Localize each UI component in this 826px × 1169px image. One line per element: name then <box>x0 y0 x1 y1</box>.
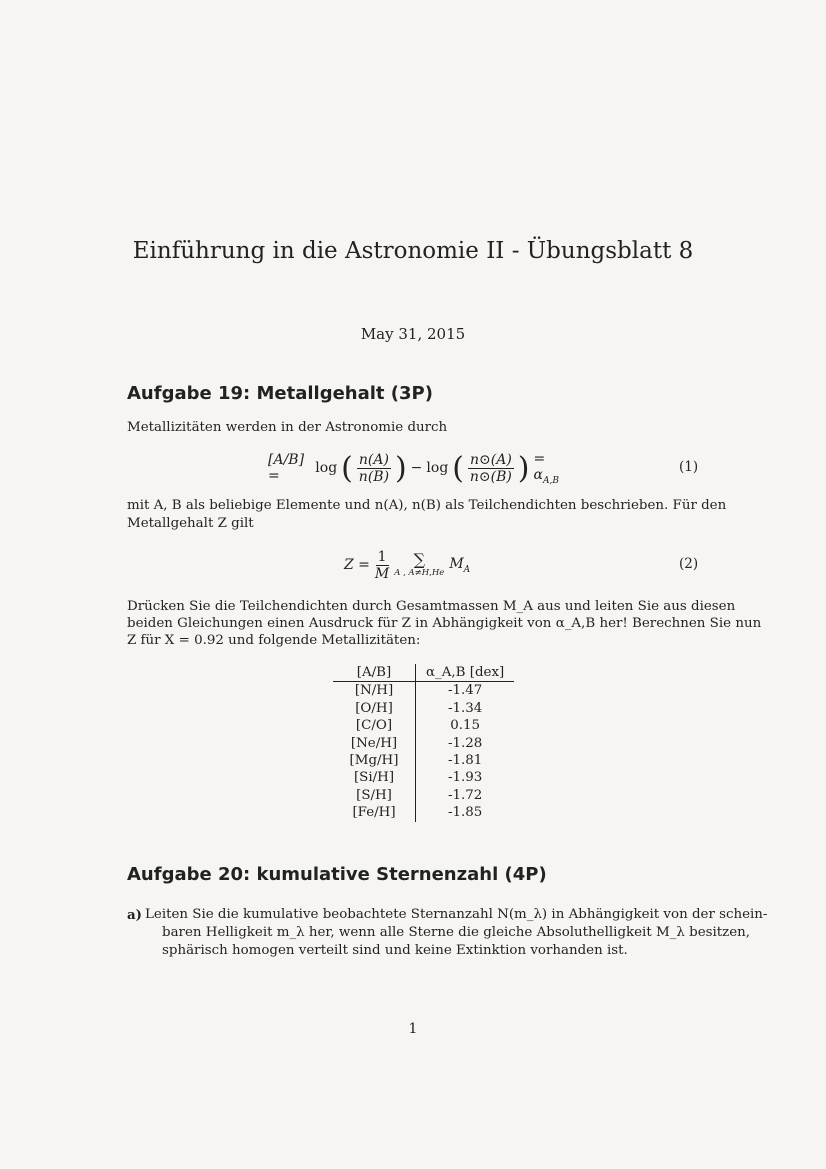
eq1-lhs: [A/B] = <box>268 452 305 484</box>
table-row <box>333 717 514 734</box>
eq1-fraction-2 <box>468 452 514 485</box>
table-header-cell: α_A,B [dex] <box>416 664 515 682</box>
table-cell: -1.72 <box>447 787 483 803</box>
eq2-lhs: Z = <box>344 557 370 573</box>
table-cell: [Ne/H] <box>333 735 416 752</box>
table-cell: [Fe/H] <box>333 804 416 821</box>
eq2-num: 1 <box>377 548 387 565</box>
table-row <box>333 804 514 821</box>
task19-line3b: beiden Gleichungen einen Ausdruck für Z in Abhängigkeit von α_A,B her! Berechnen Sie nun <box>127 616 762 631</box>
eq2-sum-symbol: ∑ <box>413 550 425 569</box>
table-cell: [C/O] <box>333 717 416 734</box>
task20-item-line3: sphärisch homogen verteilt sind und keine Extinktion vorhanden ist. <box>162 943 628 958</box>
equation-1-number: (1) <box>679 459 699 475</box>
eq1-den1: n(B) <box>358 468 390 485</box>
table-cell: -1.34 <box>447 700 483 716</box>
equation-1: [A/B] = log ( $\frac{n(A)}{n(B)}$ ) − log ( $\frac{n⊙(A)}{n⊙(B)}$ ) = $\alpha_{A,B}$ <box>268 446 568 490</box>
table-row <box>333 700 514 717</box>
table-header-cell: [A/B] <box>333 664 416 682</box>
eq1-rhs: = $\alpha_{A,B}$ <box>533 450 559 486</box>
task20-item-line2: baren Helligkeit m_λ her, wenn alle Sterne die gleiche Absoluthelligkeit M_λ besitzen, <box>162 925 751 940</box>
date: May 31, 2015 <box>360 325 466 343</box>
table-cell: 0.15 <box>450 718 481 734</box>
equation-2-number: (2) <box>679 556 699 572</box>
table-cell: -1.81 <box>447 753 483 769</box>
table-cell: -1.47 <box>447 683 483 699</box>
eq1-num1: n(A) <box>358 451 389 468</box>
eq1-log-1: log <box>315 460 338 476</box>
table-cell: -1.93 <box>447 770 483 786</box>
table-row <box>333 682 514 700</box>
table-cell: [O/H] <box>333 700 416 717</box>
table-cell: [Si/H] <box>333 769 416 786</box>
eq1-minus: − <box>410 460 423 476</box>
task20-heading: Aufgabe 20: kumulative Sternenzahl (4P) <box>127 864 547 885</box>
table-cell: -1.85 <box>447 805 483 821</box>
table-row <box>333 787 514 804</box>
task20-item-line1: Leiten Sie die kumulative beobachtete Sternanzahl N(m_λ) in Abhängigkeit von der schein- <box>145 907 768 922</box>
task20-item-label: a) <box>127 907 143 923</box>
equation-2 <box>344 543 504 587</box>
task19-line2a: mit A, B als beliebige Elemente und n(A), n(B) als Teilchendichten beschrieben. Für den <box>127 498 727 513</box>
task19-heading: Aufgabe 19: Metallgehalt (3P) <box>127 383 433 404</box>
eq2-fraction <box>375 549 389 582</box>
eq1-fraction-1 <box>357 452 391 485</box>
eq1-den2: n⊙(B) <box>469 468 512 485</box>
eq2-sum-sub: A , A≠H,He <box>394 568 445 578</box>
metallicity-table <box>333 664 514 822</box>
eq2-term: $M_A$ <box>449 555 471 575</box>
table-cell: [S/H] <box>333 787 416 804</box>
table-row <box>333 735 514 752</box>
task19-line2b: Metallgehalt Z gilt <box>127 516 254 531</box>
eq2-sum <box>394 552 444 578</box>
page-title: Einführung in die Astronomie II - Übungsblatt 8 <box>132 238 694 264</box>
eq1-log-2: log <box>426 460 449 476</box>
table-row <box>333 769 514 786</box>
table-row <box>333 752 514 769</box>
table-cell: -1.28 <box>447 735 483 751</box>
page-number: 1 <box>408 1021 418 1037</box>
table-cell: [Mg/H] <box>333 752 416 769</box>
task19-line3c: Z für X = 0.92 und folgende Metallizitäten: <box>127 633 421 648</box>
task19-intro: Metallizitäten werden in der Astronomie durch <box>127 420 448 435</box>
table-cell: [N/H] <box>333 682 416 700</box>
table-header-row <box>333 664 514 682</box>
eq2-den: M <box>374 565 390 582</box>
task19-line3a: Drücken Sie die Teilchendichten durch Gesamtmassen M_A aus und leiten Sie aus diesen <box>127 599 736 614</box>
eq1-num2: n⊙(A) <box>470 451 512 468</box>
